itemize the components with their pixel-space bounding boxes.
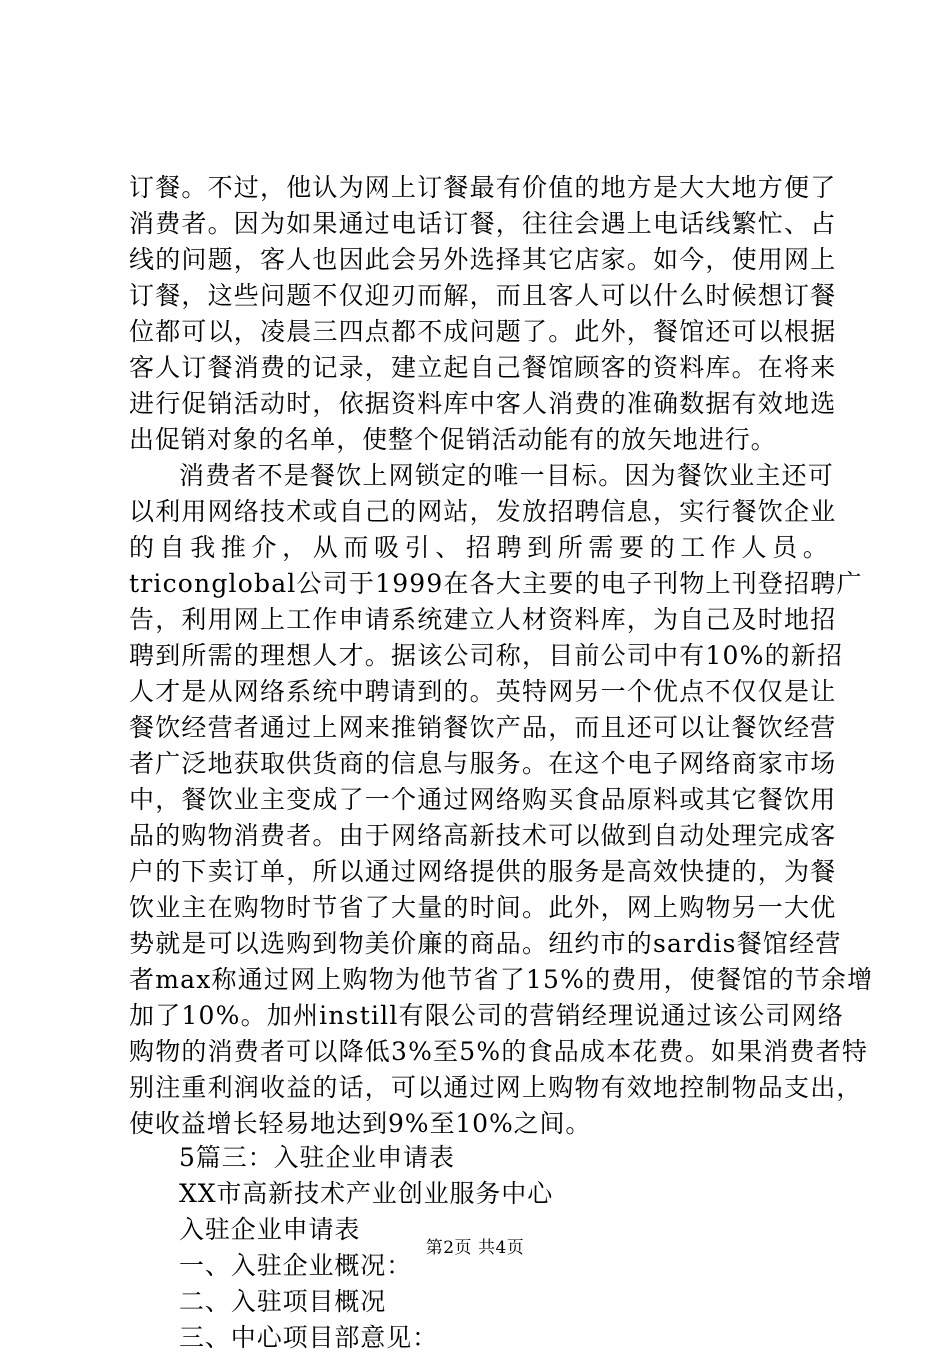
paragraph-1-line-4: 订餐，这些问题不仅迎刃而解，而且客人可以什么时候想订餐 [129, 281, 837, 310]
paragraph-1-line-5: 位都可以，凌晨三四点都不成问题了。此外，餐馆还可以根据 [129, 317, 837, 346]
paragraph-2-line-5: 告，利用网上工作申请系统建立人材资料库，为自己及时地招 [129, 605, 837, 634]
paragraph-1-line-6: 客人订餐消费的记录，建立起自己餐馆顾客的资料库。在将来 [129, 353, 837, 382]
paragraph-2-line-9: 者广泛地获取供货商的信息与服务。在这个电子网络商家市场 [129, 749, 837, 778]
form-item-2: 二、入驻项目概况 [179, 1287, 387, 1316]
paragraph-1-line-2: 消费者。因为如果通过电话订餐，往往会遇上电话线繁忙、占 [129, 209, 837, 238]
paragraph-2-line-11: 品的购物消费者。由于网络高新技术可以做到自动处理完成客 [129, 821, 837, 850]
paragraph-2-line-6: 聘到所需的理想人才。据该公司称，目前公司中有10%的新招 [129, 641, 844, 670]
paragraph-1-line-7: 进行促销活动时，依据资料库中客人消费的准确数据有效地选 [129, 389, 837, 418]
paragraph-2-line-1: 消费者不是餐饮上网锁定的唯一目标。因为餐饮业主还可 [179, 461, 835, 490]
form-title: 入驻企业申请表 [179, 1215, 361, 1244]
paragraph-1-line-3: 线的问题，客人也因此会另外选择其它店家。如今，使用网上 [129, 245, 837, 274]
paragraph-2-line-8: 餐饮经营者通过上网来推销餐饮产品，而且还可以让餐饮经营 [129, 713, 837, 742]
paragraph-2-line-18: 别注重利润收益的话，可以通过网上购物有效地控制物品支出， [129, 1073, 863, 1102]
paragraph-2-line-16: 加了10%。加州instill有限公司的营销经理说通过该公司网络 [129, 1001, 844, 1030]
paragraph-2-line-7: 人才是从网络系统中聘请到的。英特网另一个优点不仅仅是让 [129, 677, 837, 706]
organization-name: XX市高新技术产业创业服务中心 [179, 1179, 554, 1208]
paragraph-2-line-2: 以利用网络技术或自己的网站，发放招聘信息，实行餐饮企业 [129, 497, 837, 526]
paragraph-2-line-4: triconglobal公司于1999在各大主要的电子刊物上刊登招聘广 [129, 569, 863, 598]
section-heading: 5篇三：入驻企业申请表 [179, 1143, 455, 1172]
paragraph-2-line-15: 者max称通过网上购物为他节省了15%的费用，使餐馆的节余增 [129, 965, 874, 994]
form-item-3: 三、中心项目部意见： [179, 1323, 439, 1352]
page-footer: 第2页 共4页 [425, 1238, 525, 1258]
paragraph-2-line-17: 购物的消费者可以降低3%至5%的食品成本花费。如果消费者特 [129, 1037, 869, 1066]
paragraph-1-line-1: 订餐。不过，他认为网上订餐最有价值的地方是大大地方便了 [129, 173, 837, 202]
paragraph-2-line-3: 的自我推介，从而吸引、招聘到所需要的工作人员。 [129, 533, 829, 562]
paragraph-2-line-19: 使收益增长轻易地达到9%至10%之间。 [129, 1109, 592, 1138]
paragraph-2-line-10: 中，餐饮业主变成了一个通过网络购买食品原料或其它餐饮用 [129, 785, 837, 814]
paragraph-2-line-14: 势就是可以选购到物美价廉的商品。纽约市的sardis餐馆经营 [129, 929, 842, 958]
paragraph-2-line-12: 户的下卖订单，所以通过网络提供的服务是高效快捷的，为餐 [129, 857, 837, 886]
paragraph-2-line-13: 饮业主在购物时节省了大量的时间。此外，网上购物另一大优 [129, 893, 837, 922]
form-item-1: 一、入驻企业概况： [179, 1251, 413, 1280]
paragraph-1-line-8: 出促销对象的名单，使整个促销活动能有的放矢地进行。 [129, 425, 777, 454]
